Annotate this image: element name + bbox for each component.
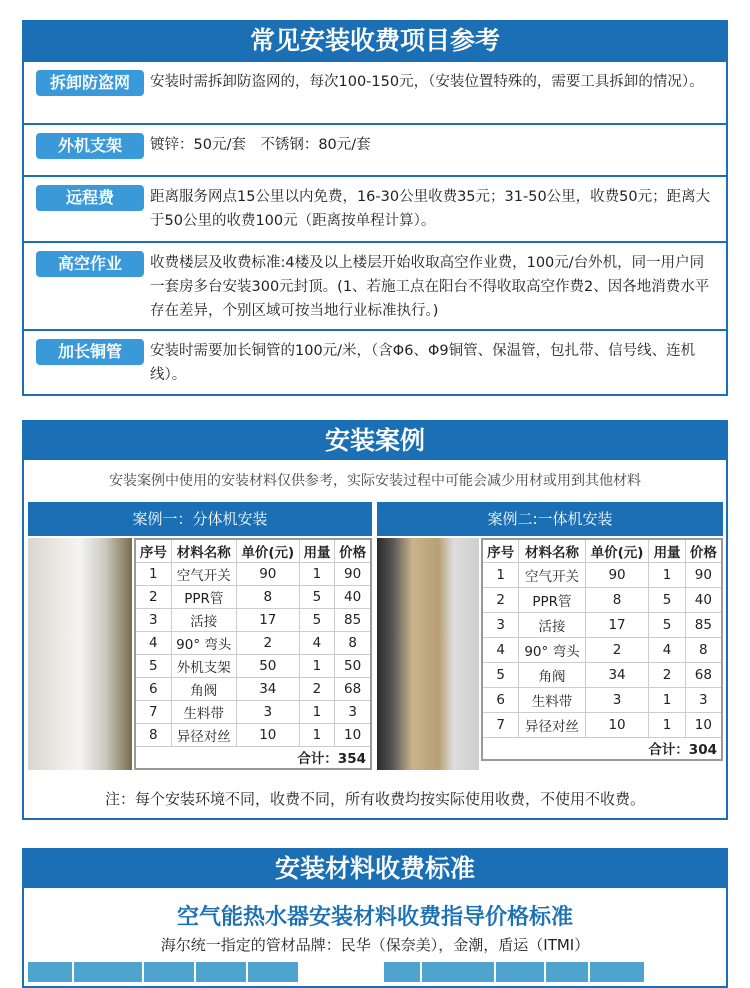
table-cell: 4: [649, 637, 685, 662]
total: 合计：354: [135, 746, 371, 769]
table-cell: 3: [335, 700, 371, 723]
table-cell: 8: [585, 587, 649, 612]
table-header-row: [135, 539, 371, 562]
table-cell: 6: [135, 677, 171, 700]
fee-description: 收费楼层及收费标准:4楼及以上楼层开始收取高空作业费，100元/台外机，同一用户同一套房多台安装300元封顶。(1、若施工点在阳台不得收取高空作费2、因各地消费水平存在差异，个别区域可按当地行业标准执行。): [150, 255, 710, 319]
table-header-row: [482, 539, 722, 562]
table-cell: 空气开关: [171, 562, 236, 585]
table-row: [482, 687, 722, 712]
fee-item: [24, 123, 726, 175]
table-cell: 3: [685, 687, 722, 712]
table-cell: 2: [236, 631, 299, 654]
fee-label: 拆卸防盗网: [36, 70, 144, 96]
table-row: [482, 587, 722, 612]
install-case-section: [22, 420, 728, 820]
table-cell: 90: [685, 562, 722, 587]
section-title: 常见安装收费项目参考: [24, 22, 726, 60]
price-standard-heading: 空气能热水器安装材料收费指导价格标准: [176, 905, 573, 930]
table-cell: 90° 弯头: [171, 631, 236, 654]
column-header: 材料名称: [519, 539, 585, 562]
table-cell: 17: [585, 612, 649, 637]
table-cell: 85: [335, 608, 371, 631]
table-row: [135, 562, 371, 585]
table-cell: 10: [335, 723, 371, 746]
table-cell: 5: [299, 608, 335, 631]
all-in-one-unit-photo: [377, 538, 479, 770]
material-fee-section: [22, 848, 728, 988]
table-cell: 6: [482, 687, 519, 712]
table-cell: 90° 弯头: [519, 637, 585, 662]
table-cell: 活接: [519, 612, 585, 637]
table-cell: 8: [236, 585, 299, 608]
fee-label: 加长铜管: [36, 339, 144, 365]
column-header: 序号: [135, 539, 171, 562]
table-cell: 17: [236, 608, 299, 631]
column-header: 单价(元): [236, 539, 299, 562]
table-cell: 4: [135, 631, 171, 654]
table-cell: 40: [335, 585, 371, 608]
column-header: 序号: [482, 539, 519, 562]
fee-description: 镀锌：50元/套 不锈钢：80元/套: [150, 137, 371, 153]
table-row: [135, 654, 371, 677]
table-cell: 生料带: [171, 700, 236, 723]
table-cell: 2: [649, 662, 685, 687]
table-cell: 1: [299, 654, 335, 677]
table-cell: 1: [482, 562, 519, 587]
table-cell: 1: [135, 562, 171, 585]
table-cell: 40: [685, 587, 722, 612]
table-cell: 活接: [171, 608, 236, 631]
table-header-strip: [28, 962, 298, 982]
fee-label: 高空作业: [36, 251, 144, 277]
table-cell: 90: [335, 562, 371, 585]
table-cell: 34: [236, 677, 299, 700]
fee-item: [24, 329, 726, 394]
table-cell: 4: [482, 637, 519, 662]
table-cell: 10: [685, 712, 722, 737]
table-cell: 7: [482, 712, 519, 737]
table-cell: 5: [135, 654, 171, 677]
table-cell: 1: [649, 562, 685, 587]
table-cell: 2: [299, 677, 335, 700]
column-header: 用量: [299, 539, 335, 562]
table-cell: 3: [236, 700, 299, 723]
table-cell: 34: [585, 662, 649, 687]
column-header: 价格: [685, 539, 722, 562]
table-cell: 外机支架: [171, 654, 236, 677]
table-cell: 10: [236, 723, 299, 746]
table-cell: 68: [685, 662, 722, 687]
fee-label: 外机支架: [36, 133, 144, 159]
table-cell: 5: [299, 585, 335, 608]
table-cell: 2: [482, 587, 519, 612]
table-cell: 3: [585, 687, 649, 712]
table-row: [482, 712, 722, 737]
column-header: 价格: [335, 539, 371, 562]
table-cell: 1: [649, 687, 685, 712]
case-title: 案例二:一体机安装: [377, 502, 723, 536]
table-cell: 50: [236, 654, 299, 677]
table-cell: 2: [135, 585, 171, 608]
table-cell: 8: [135, 723, 171, 746]
table-cell: 异径对丝: [171, 723, 236, 746]
table-cell: 85: [685, 612, 722, 637]
table-cell: 4: [299, 631, 335, 654]
case-1: [28, 502, 372, 776]
table-row: [482, 562, 722, 587]
table-cell: 8: [335, 631, 371, 654]
fee-item: [24, 175, 726, 241]
table-cell: 1: [299, 723, 335, 746]
table-row: [135, 700, 371, 723]
table-cell: 3: [482, 612, 519, 637]
brand-note: 海尔统一指定的管材品牌：民华（保奈美），金潮，盾运（ITMI）: [160, 936, 590, 954]
table-cell: 10: [585, 712, 649, 737]
table-cell: 5: [649, 612, 685, 637]
table-cell: 1: [299, 562, 335, 585]
case-title: 案例一：分体机安装: [28, 502, 372, 536]
table-cell: PPR管: [519, 587, 585, 612]
table-cell: 5: [649, 587, 685, 612]
table-cell: 2: [585, 637, 649, 662]
table-cell: 3: [135, 608, 171, 631]
install-fee-section: [22, 20, 728, 396]
fee-item: [24, 60, 726, 123]
section-title: 安装材料收费标准: [24, 850, 726, 888]
table-cell: 50: [335, 654, 371, 677]
table-cell: 5: [482, 662, 519, 687]
table-cell: 角阀: [171, 677, 236, 700]
fee-item: [24, 241, 726, 329]
fee-label: 远程费: [36, 185, 144, 211]
table-cell: 异径对丝: [519, 712, 585, 737]
table-row: [135, 723, 371, 746]
table-header-strip: [384, 962, 644, 982]
table-row: [135, 585, 371, 608]
total: 合计：304: [482, 737, 722, 760]
table-row: [482, 612, 722, 637]
table-row: [135, 677, 371, 700]
table-cell: 空气开关: [519, 562, 585, 587]
table-row: [135, 631, 371, 654]
table-row: [482, 662, 722, 687]
case-2: [377, 502, 723, 776]
table-cell: 1: [649, 712, 685, 737]
table-cell: PPR管: [171, 585, 236, 608]
table-cell: 角阀: [519, 662, 585, 687]
split-unit-photo: [28, 538, 132, 770]
fee-description: 安装时需要加长铜管的100元/米，（含Φ6、Φ9铜管、保温管，包扎带、信号线、连机线）。: [150, 343, 696, 383]
case-1-table: [134, 538, 372, 770]
table-cell: 1: [299, 700, 335, 723]
fee-description: 安装时需拆卸防盗网的，每次100-150元，（安装位置特殊的，需要工具拆卸的情况）。: [150, 74, 704, 90]
table-cell: 7: [135, 700, 171, 723]
fee-description: 距离服务网点15公里以内免费，16-30公里收费35元；31-50公里，收费50元；距离大于50公里的收费100元（距离按单程计算）。: [150, 189, 711, 229]
table-cell: 90: [585, 562, 649, 587]
table-cell: 8: [685, 637, 722, 662]
note: 注：每个安装环境不同，收费不同，所有收费均按实际使用收费，不使用不收费。: [104, 790, 645, 808]
section-title: 安装案例: [24, 422, 726, 460]
case-2-table: [481, 538, 723, 761]
column-header: 单价(元): [585, 539, 649, 562]
section-subtitle: 安装案例中使用的安装材料仅供参考，实际安装过程中可能会减少用材或用到其他材料: [109, 473, 641, 489]
table-cell: 68: [335, 677, 371, 700]
table-row: [135, 608, 371, 631]
table-row: [482, 637, 722, 662]
column-header: 用量: [649, 539, 685, 562]
column-header: 材料名称: [171, 539, 236, 562]
table-cell: 90: [236, 562, 299, 585]
table-cell: 生料带: [519, 687, 585, 712]
